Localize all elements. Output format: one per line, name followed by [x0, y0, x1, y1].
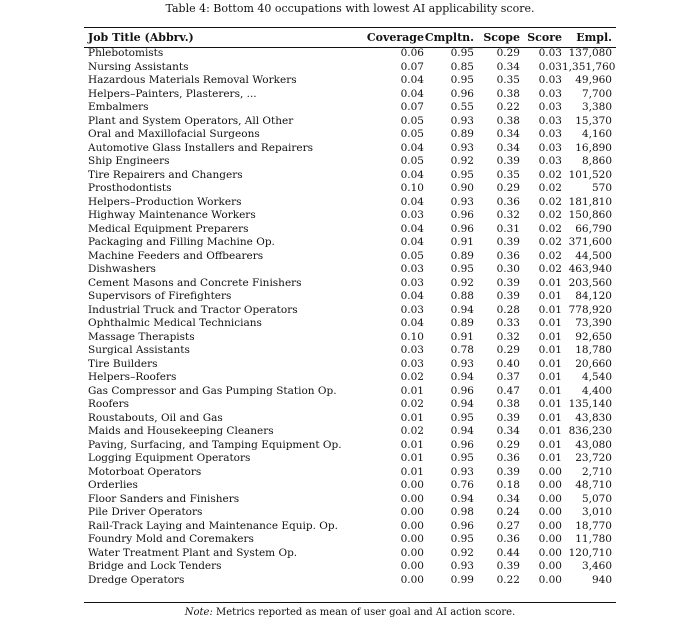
- cell-completion: 0.95: [450, 263, 474, 275]
- cell-score: 0.01: [538, 398, 562, 410]
- cell-coverage: 0.05: [400, 128, 424, 140]
- cell-job-title: Maids and Housekeeping Cleaners: [88, 425, 274, 437]
- cell-coverage: 0.04: [400, 74, 424, 86]
- cell-coverage: 0.07: [400, 60, 424, 73]
- cell-employment: 92,650: [575, 330, 612, 343]
- table-row: [84, 47, 616, 61]
- cell-employment: 1,351,760: [562, 60, 616, 73]
- cell-scope: 0.38: [496, 398, 520, 410]
- cell-scope: 0.36: [496, 195, 520, 208]
- cell-completion: 0.92: [450, 546, 474, 559]
- cell-job-title: Ship Engineers: [88, 155, 170, 167]
- cell-employment: 48,710: [575, 479, 612, 491]
- cell-completion: 0.93: [450, 357, 474, 370]
- cell-scope: 0.34: [496, 492, 520, 505]
- cell-job-title: Logging Equipment Operators: [88, 452, 251, 464]
- cell-scope: 0.31: [496, 222, 520, 235]
- cell-score: 0.03: [538, 47, 562, 59]
- cell-coverage: 0.04: [400, 222, 424, 235]
- cell-completion: 0.92: [450, 276, 474, 289]
- table-row: [84, 479, 616, 493]
- cell-completion: 0.94: [450, 371, 474, 383]
- header-score: Score: [527, 31, 562, 44]
- cell-job-title: Packaging and Filling Machine Op.: [88, 236, 275, 248]
- cell-coverage: 0.10: [400, 182, 424, 194]
- cell-score: 0.02: [538, 236, 562, 248]
- cell-job-title: Surgical Assistants: [88, 344, 190, 356]
- cell-coverage: 0.04: [400, 141, 424, 154]
- cell-job-title: Phlebotomists: [88, 47, 164, 59]
- table-row: [84, 196, 616, 210]
- cell-coverage: 0.05: [400, 249, 424, 262]
- cell-score: 0.01: [538, 452, 562, 464]
- cell-employment: 120,710: [568, 546, 612, 559]
- cell-job-title: Embalmers: [88, 101, 149, 113]
- cell-scope: 0.36: [496, 452, 520, 464]
- table-row: [84, 560, 616, 574]
- cell-score: 0.02: [538, 182, 562, 194]
- cell-scope: 0.30: [496, 263, 520, 275]
- cell-employment: 101,520: [568, 168, 612, 181]
- cell-score: 0.00: [538, 533, 562, 545]
- cell-employment: 150,860: [568, 209, 612, 221]
- cell-employment: 4,160: [581, 128, 612, 140]
- cell-score: 0.01: [538, 276, 562, 289]
- cell-coverage: 0.02: [400, 398, 424, 410]
- cell-coverage: 0.02: [400, 371, 424, 383]
- cell-employment: 2,710: [581, 465, 612, 478]
- cell-scope: 0.33: [496, 317, 520, 329]
- table-row: [84, 412, 616, 426]
- cell-coverage: 0.00: [400, 573, 424, 586]
- occupations-table: [84, 28, 616, 587]
- cell-coverage: 0.03: [400, 276, 424, 289]
- cell-employment: 84,120: [575, 290, 612, 302]
- cell-completion: 0.94: [450, 492, 474, 505]
- cell-job-title: Dishwashers: [88, 263, 156, 275]
- table-row: [84, 263, 616, 277]
- cell-job-title: Tire Builders: [88, 357, 158, 370]
- cell-score: 0.01: [538, 344, 562, 356]
- cell-scope: 0.38: [496, 87, 520, 100]
- table-row: [84, 398, 616, 412]
- header-job-title: Job Title (Abbrv.): [88, 31, 194, 44]
- table-row: [84, 425, 616, 439]
- cell-completion: 0.95: [450, 533, 474, 545]
- table-note: [0, 607, 700, 619]
- table-row: [84, 101, 616, 115]
- cell-completion: 0.95: [450, 452, 474, 464]
- cell-coverage: 0.01: [400, 452, 424, 464]
- cell-completion: 0.90: [450, 182, 474, 194]
- table-row: [84, 290, 616, 304]
- table-row: [84, 385, 616, 399]
- cell-coverage: 0.00: [400, 479, 424, 491]
- table-row: [84, 547, 616, 561]
- header-coverage: Coverage: [366, 31, 424, 44]
- cell-job-title: Rail-Track Laying and Maintenance Equip. Op.: [88, 519, 338, 532]
- cell-job-title: Supervisors of Firefighters: [88, 290, 232, 302]
- table-row: [84, 155, 616, 169]
- cell-job-title: Roustabouts, Oil and Gas: [88, 411, 223, 424]
- cell-score: 0.00: [538, 506, 562, 518]
- cell-job-title: Industrial Truck and Tractor Operators: [88, 303, 298, 316]
- cell-employment: 3,010: [581, 506, 612, 518]
- cell-completion: 0.94: [450, 398, 474, 410]
- cell-employment: 49,960: [575, 74, 612, 86]
- cell-employment: 15,370: [575, 114, 612, 127]
- table-row: [84, 74, 616, 88]
- table-row: [84, 223, 616, 237]
- cell-employment: 135,140: [568, 398, 612, 410]
- cell-coverage: 0.01: [400, 438, 424, 451]
- cell-coverage: 0.01: [400, 384, 424, 397]
- cell-coverage: 0.00: [400, 492, 424, 505]
- cell-employment: 4,540: [581, 371, 612, 383]
- cell-employment: 778,920: [568, 303, 612, 316]
- cell-score: 0.01: [538, 371, 562, 383]
- cell-job-title: Hazardous Materials Removal Workers: [88, 74, 297, 86]
- cell-scope: 0.39: [496, 276, 520, 289]
- cell-employment: 463,940: [568, 263, 612, 275]
- cell-completion: 0.96: [450, 209, 474, 221]
- cell-job-title: Machine Feeders and Offbearers: [88, 249, 264, 262]
- cell-completion: 0.85: [450, 60, 474, 73]
- cell-coverage: 0.03: [400, 344, 424, 356]
- cell-score: 0.03: [538, 101, 562, 113]
- cell-scope: 0.35: [496, 168, 520, 181]
- cell-score: 0.01: [538, 411, 562, 424]
- cell-score: 0.03: [538, 60, 562, 73]
- cell-employment: 7,700: [581, 87, 612, 100]
- cell-employment: 43,080: [575, 438, 612, 451]
- cell-score: 0.01: [538, 384, 562, 397]
- cell-scope: 0.34: [496, 60, 520, 73]
- cell-scope: 0.28: [496, 303, 520, 316]
- cell-job-title: Helpers–Production Workers: [88, 195, 242, 208]
- cell-job-title: Roofers: [88, 398, 130, 410]
- cell-scope: 0.39: [496, 236, 520, 248]
- cell-employment: 5,070: [581, 492, 612, 505]
- cell-completion: 0.96: [450, 222, 474, 235]
- cell-employment: 940: [591, 573, 612, 586]
- cell-employment: 836,230: [568, 425, 612, 437]
- cell-job-title: Helpers–Painters, Plasterers, ...: [88, 87, 257, 100]
- cell-coverage: 0.00: [400, 506, 424, 518]
- cell-coverage: 0.03: [400, 303, 424, 316]
- table-row: [84, 250, 616, 264]
- cell-job-title: Helpers–Roofers: [88, 371, 177, 383]
- header-employment: Empl.: [576, 31, 612, 44]
- note-text: Metrics reported as mean of user goal and AI action score.: [216, 607, 516, 618]
- header-row: [84, 28, 616, 47]
- cell-job-title: Highway Maintenance Workers: [88, 209, 256, 221]
- cell-job-title: Tire Repairers and Changers: [88, 168, 243, 181]
- cell-coverage: 0.04: [400, 236, 424, 248]
- cell-scope: 0.32: [496, 209, 520, 221]
- table-row: [84, 371, 616, 385]
- cell-score: 0.01: [538, 330, 562, 343]
- cell-coverage: 0.03: [400, 263, 424, 275]
- table-row: [84, 61, 616, 75]
- cell-coverage: 0.04: [400, 168, 424, 181]
- cell-completion: 0.89: [450, 128, 474, 140]
- table-row: [84, 88, 616, 102]
- header-scope: Scope: [483, 31, 520, 44]
- cell-scope: 0.35: [496, 74, 520, 86]
- cell-scope: 0.29: [496, 344, 520, 356]
- cell-employment: 11,780: [575, 533, 612, 545]
- cell-employment: 18,770: [575, 519, 612, 532]
- cell-score: 0.00: [538, 546, 562, 559]
- cell-scope: 0.24: [496, 506, 520, 518]
- cell-job-title: Foundry Mold and Coremakers: [88, 533, 254, 545]
- cell-employment: 4,400: [581, 384, 612, 397]
- cell-score: 0.01: [538, 303, 562, 316]
- cell-score: 0.03: [538, 141, 562, 154]
- cell-coverage: 0.04: [400, 195, 424, 208]
- cell-coverage: 0.04: [400, 290, 424, 302]
- cell-scope: 0.38: [496, 114, 520, 127]
- table-row: [84, 277, 616, 291]
- table-row: [84, 506, 616, 520]
- cell-employment: 23,720: [575, 452, 612, 464]
- cell-scope: 0.18: [496, 479, 520, 491]
- table-row: [84, 358, 616, 372]
- cell-score: 0.00: [538, 492, 562, 505]
- header-completion: Cmpltn.: [424, 31, 474, 44]
- cell-job-title: Medical Equipment Preparers: [88, 222, 249, 235]
- cell-employment: 137,080: [568, 47, 612, 59]
- cell-score: 0.00: [538, 573, 562, 586]
- cell-score: 0.00: [538, 519, 562, 532]
- cell-scope: 0.27: [496, 519, 520, 532]
- cell-scope: 0.29: [496, 438, 520, 451]
- cell-score: 0.03: [538, 155, 562, 167]
- cell-score: 0.01: [538, 357, 562, 370]
- cell-scope: 0.34: [496, 128, 520, 140]
- table-row: [84, 493, 616, 507]
- cell-completion: 0.89: [450, 317, 474, 329]
- cell-score: 0.02: [538, 209, 562, 221]
- cell-job-title: Motorboat Operators: [88, 465, 202, 478]
- table-row: [84, 182, 616, 196]
- cell-scope: 0.32: [496, 330, 520, 343]
- table-row: [84, 344, 616, 358]
- cell-coverage: 0.00: [400, 546, 424, 559]
- cell-completion: 0.94: [450, 425, 474, 437]
- cell-coverage: 0.05: [400, 114, 424, 127]
- table-row: [84, 317, 616, 331]
- table-caption: Table 4: Bottom 40 occupations with lowest AI applicability score.: [165, 2, 535, 15]
- cell-coverage: 0.00: [400, 519, 424, 532]
- cell-job-title: Bridge and Lock Tenders: [88, 560, 222, 572]
- table-row: [84, 520, 616, 534]
- table-row: [84, 304, 616, 318]
- cell-coverage: 0.04: [400, 87, 424, 100]
- cell-completion: 0.92: [450, 155, 474, 167]
- cell-employment: 3,460: [581, 560, 612, 572]
- cell-completion: 0.93: [450, 195, 474, 208]
- cell-employment: 371,600: [568, 236, 612, 248]
- cell-job-title: Cement Masons and Concrete Finishers: [88, 276, 302, 289]
- cell-scope: 0.39: [496, 560, 520, 572]
- cell-job-title: Nursing Assistants: [88, 60, 189, 73]
- cell-coverage: 0.05: [400, 155, 424, 167]
- cell-completion: 0.99: [450, 573, 474, 586]
- cell-scope: 0.39: [496, 155, 520, 167]
- cell-score: 0.03: [538, 114, 562, 127]
- cell-job-title: Oral and Maxillofacial Surgeons: [88, 128, 260, 140]
- cell-coverage: 0.10: [400, 330, 424, 343]
- table-row: [84, 574, 616, 588]
- cell-completion: 0.93: [450, 560, 474, 572]
- cell-scope: 0.39: [496, 465, 520, 478]
- table-row: [84, 115, 616, 129]
- cell-completion: 0.96: [450, 438, 474, 451]
- cell-coverage: 0.01: [400, 411, 424, 424]
- table-row: [84, 128, 616, 142]
- cell-score: 0.03: [538, 87, 562, 100]
- cell-employment: 16,890: [575, 141, 612, 154]
- cell-coverage: 0.03: [400, 357, 424, 370]
- cell-scope: 0.37: [496, 371, 520, 383]
- cell-score: 0.01: [538, 425, 562, 437]
- cell-score: 0.02: [538, 195, 562, 208]
- cell-score: 0.03: [538, 74, 562, 86]
- cell-job-title: Dredge Operators: [88, 573, 185, 586]
- cell-score: 0.02: [538, 263, 562, 275]
- cell-score: 0.01: [538, 317, 562, 329]
- cell-employment: 66,790: [575, 222, 612, 235]
- table-row: [84, 142, 616, 156]
- cell-job-title: Pile Driver Operators: [88, 506, 203, 518]
- cell-employment: 43,830: [575, 411, 612, 424]
- cell-scope: 0.34: [496, 141, 520, 154]
- cell-job-title: Automotive Glass Installers and Repairers: [88, 141, 313, 154]
- cell-employment: 8,860: [581, 155, 612, 167]
- cell-employment: 570: [591, 182, 612, 194]
- cell-coverage: 0.02: [400, 425, 424, 437]
- cell-scope: 0.40: [496, 357, 520, 370]
- cell-scope: 0.22: [496, 573, 520, 586]
- cell-scope: 0.44: [496, 546, 520, 559]
- bottom-rule: [84, 602, 616, 603]
- cell-completion: 0.96: [450, 519, 474, 532]
- cell-job-title: Paving, Surfacing, and Tamping Equipment Op.: [88, 438, 342, 451]
- cell-score: 0.00: [538, 479, 562, 491]
- cell-score: 0.02: [538, 249, 562, 262]
- cell-scope: 0.39: [496, 411, 520, 424]
- cell-job-title: Floor Sanders and Finishers: [88, 492, 240, 505]
- cell-completion: 0.55: [450, 101, 474, 113]
- cell-completion: 0.95: [450, 411, 474, 424]
- cell-completion: 0.89: [450, 249, 474, 262]
- cell-score: 0.00: [538, 560, 562, 572]
- cell-coverage: 0.06: [400, 47, 424, 59]
- cell-completion: 0.91: [450, 236, 474, 248]
- cell-completion: 0.93: [450, 114, 474, 127]
- table-body: [84, 47, 616, 587]
- cell-job-title: Orderlies: [88, 479, 138, 491]
- cell-score: 0.00: [538, 465, 562, 478]
- cell-completion: 0.94: [450, 303, 474, 316]
- cell-employment: 73,390: [575, 317, 612, 329]
- cell-scope: 0.29: [496, 47, 520, 59]
- cell-scope: 0.39: [496, 290, 520, 302]
- cell-job-title: Water Treatment Plant and System Op.: [88, 546, 298, 559]
- cell-completion: 0.98: [450, 506, 474, 518]
- cell-score: 0.02: [538, 168, 562, 181]
- cell-employment: 20,660: [575, 357, 612, 370]
- cell-employment: 203,560: [568, 276, 612, 289]
- cell-score: 0.02: [538, 222, 562, 235]
- cell-score: 0.03: [538, 128, 562, 140]
- table-row: [84, 236, 616, 250]
- cell-job-title: Prosthodontists: [88, 182, 172, 194]
- cell-score: 0.01: [538, 290, 562, 302]
- cell-job-title: Ophthalmic Medical Technicians: [88, 317, 262, 329]
- table-row: [84, 331, 616, 345]
- table-row: [84, 533, 616, 547]
- cell-employment: 3,380: [581, 101, 612, 113]
- cell-completion: 0.76: [450, 479, 474, 491]
- cell-completion: 0.96: [450, 384, 474, 397]
- cell-coverage: 0.00: [400, 560, 424, 572]
- cell-employment: 181,810: [568, 195, 612, 208]
- cell-scope: 0.36: [496, 533, 520, 545]
- cell-coverage: 0.04: [400, 317, 424, 329]
- note-label: Note:: [184, 607, 213, 618]
- cell-scope: 0.36: [496, 249, 520, 262]
- table-row: [84, 452, 616, 466]
- cell-coverage: 0.00: [400, 533, 424, 545]
- cell-coverage: 0.01: [400, 465, 424, 478]
- table-row: [84, 209, 616, 223]
- cell-completion: 0.88: [450, 290, 474, 302]
- cell-completion: 0.78: [450, 344, 474, 356]
- cell-score: 0.01: [538, 438, 562, 451]
- cell-scope: 0.34: [496, 425, 520, 437]
- cell-coverage: 0.03: [400, 209, 424, 221]
- cell-completion: 0.91: [450, 330, 474, 343]
- cell-employment: 44,500: [575, 249, 612, 262]
- cell-job-title: Plant and System Operators, All Other: [88, 114, 294, 127]
- cell-completion: 0.95: [450, 74, 474, 86]
- table-row: [84, 466, 616, 480]
- cell-job-title: Massage Therapists: [88, 330, 195, 343]
- table-row: [84, 169, 616, 183]
- cell-scope: 0.22: [496, 101, 520, 113]
- cell-employment: 18,780: [575, 344, 612, 356]
- cell-completion: 0.95: [450, 47, 474, 59]
- cell-scope: 0.29: [496, 182, 520, 194]
- cell-coverage: 0.07: [400, 101, 424, 113]
- cell-completion: 0.96: [450, 87, 474, 100]
- cell-completion: 0.95: [450, 168, 474, 181]
- cell-job-title: Gas Compressor and Gas Pumping Station Op.: [88, 384, 337, 397]
- cell-completion: 0.93: [450, 465, 474, 478]
- cell-completion: 0.93: [450, 141, 474, 154]
- cell-scope: 0.47: [496, 384, 520, 397]
- table-row: [84, 439, 616, 453]
